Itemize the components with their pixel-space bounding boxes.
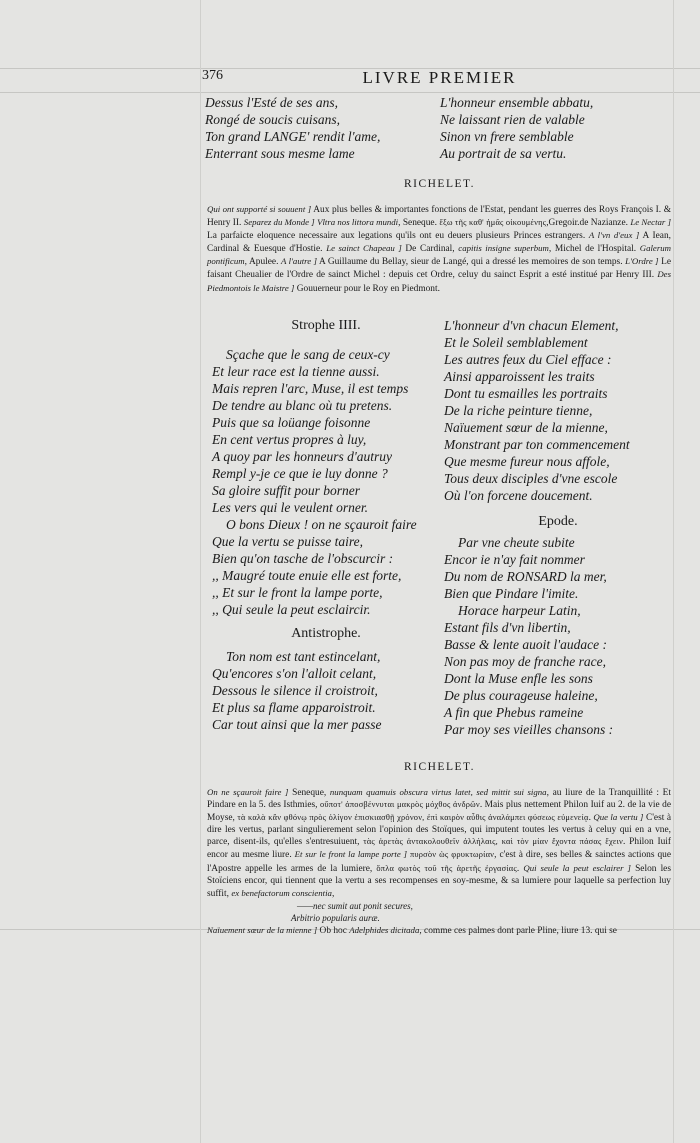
ruling-line [200, 0, 201, 1143]
verse-line: A quoy par les honneurs d'autruy [212, 449, 393, 464]
verse-line: L'honneur ensemble abbatu, [440, 95, 594, 110]
verse-line: Tous deux disciples d'vne escole [444, 471, 618, 486]
verse-line: Et le Soleil semblablement [444, 335, 588, 350]
greek-quote: τὰς ἀρετὰς ἀντακολουθεῖν ἀλλήλαις, καὶ τὸν μίαν ἔχοντα πάσας ἔχειν [363, 837, 624, 847]
ruling-line [0, 92, 700, 93]
commentary-run: , comme ces palmes dont parle Pline, liure 13. qui se [419, 926, 617, 937]
lemma-text: Vltra nos littora mundi [317, 217, 399, 228]
commentary-text [207, 924, 671, 937]
commentary-run: De Cardinal, [401, 244, 459, 255]
page-header [202, 68, 677, 88]
greek-quote: ἔξω τῆς καθ' ἡμᾶς οἰκουμένης [439, 218, 547, 228]
verse-line: Et leur race est la tienne aussi. [212, 364, 380, 379]
lemma-text: Que la vertu ] [593, 812, 644, 823]
verse-line: O bons Dieux ! on ne sçauroit faire [226, 517, 417, 532]
verse-line: Bien qu'on tasche de l'obscurcir : [212, 551, 394, 566]
lemma-text: Le Nectar ] [630, 217, 671, 228]
ruling-line [673, 0, 674, 1143]
verse-line: En cent vertus propres à luy, [212, 432, 367, 447]
commentary-run: Aux plus belles & importantes fonctions de l'Estat, pendant les guerres des Roys François I. & Henry II. [207, 205, 671, 229]
running-title: LIVRE PREMIER [362, 68, 517, 87]
commentary-run: A Iean, Cardinal & Euesque d'Hostie. [207, 231, 671, 255]
lemma-text: Et sur le front la lampe porte ] [294, 849, 407, 860]
commentary-run: Le faisant Cheualier de l'Ordre de sainct Michel : depuis cet Ordre, celuy du sainct Esprit a esté institué par Henry III. [207, 257, 671, 281]
verse-line: Que la vertu se puisse taire, [212, 534, 363, 549]
verse-line: Où l'on forcene doucement. [444, 488, 593, 503]
commentary-title: RICHELET. [403, 761, 476, 773]
commentary-run: , Seneque. [398, 218, 440, 229]
verse-line: Rempl y-je ce que ie luy donne ? [212, 466, 388, 481]
greek-quote: οὔποτ' ἀποσβέννυται μακρὸς μόχθος ἀνδρῶν [320, 800, 480, 810]
commentary-run: Seneque, [288, 788, 330, 798]
commentary-run: , c'est à dire, ses belles & sainctes actions que l'Apostre appelle les armes de la lumiere, [207, 850, 672, 874]
commentary-run: . [588, 813, 594, 824]
lemma-text: Des Piedmontois le Maistre ] [207, 269, 671, 293]
commentary-run: . Mais plus nettement Philon Iuif au 2. de la vie de Moyse, [207, 800, 671, 824]
strophe-heading: Strophe IIII. [291, 318, 361, 333]
verse-line: Ton grand LANGE' rendit l'ame, [205, 129, 381, 144]
lemma-text: L'Ordre ] [625, 256, 659, 267]
greek-quote: ὅπλα φωτὸς τοῦ τῆς ἀρετῆς ἐργασίας [376, 863, 517, 873]
commentary-run: Selon les Stoïciens encor, qui tiennent que la vertu a ses recompenses en soy-mesme, & sa lumiere pour laquelle sa perfection luy suffit, [207, 863, 671, 899]
commentary-run: A Guillaume du Bellay, sieur de Langé, qui a dressé les memoires de son temps. [317, 257, 626, 268]
verse-line: Naïuement sœur de la mienne, [444, 420, 608, 435]
lemma-text: ex benefactorum conscientia [231, 887, 332, 898]
lemma-text: A l'autre ] [280, 256, 318, 267]
lemma-text: A l'vn d'eux ] [588, 230, 640, 241]
verse-line: ,, Maugré toute enuie elle est forte, [212, 568, 402, 583]
commentary-run: . [516, 863, 524, 874]
verse-line: Enterrant sous mesme lame [205, 146, 355, 161]
verse-line: De tendre au blanc où tu pretens. [212, 398, 393, 413]
verse-line: Monstrant par ton commencement [444, 437, 630, 452]
commentary-run: , au liure de la Tranquillité : Et Pindare en la 5. des Isthmies, [207, 788, 672, 811]
greek-quote: τὰ καλὰ κἂν φθόνῳ πρὸς ὀλίγον ἐπισκιασθῇ χρόνον, ἐπὶ καιρὸν αὖθις ἀναλάμπει φύσεως εὐμενείᾳ [237, 813, 589, 823]
commentary-text [207, 786, 671, 900]
quote-line: Arbitrio popularis auræ. [291, 912, 380, 923]
verse-line: Du nom de RONSARD la mer, [444, 569, 607, 584]
verse-line: Au portrait de sa vertu. [440, 146, 567, 161]
verse-line: De plus courageuse haleine, [444, 688, 598, 703]
verse-line: Dont tu esmailles les portraits [444, 386, 608, 401]
top-verse-right [440, 94, 670, 162]
verse-line: Ainsi apparoissent les traits [444, 369, 595, 384]
lemma-text: Adelphides dicitada [349, 925, 420, 936]
strophe-column [212, 318, 440, 733]
verse-line: Car tout ainsi que la mer passe [212, 717, 382, 732]
verse-line: ,, Et sur le front la lampe porte, [212, 585, 383, 600]
verse-line: Que mesme fureur nous affole, [444, 454, 610, 469]
verse-line: Sa gloire suffit pour borner [212, 483, 361, 498]
verse-line: Non pas moy de franche race, [444, 654, 606, 669]
commentary-title: RICHELET. [403, 178, 476, 190]
verse-line: Dessous le silence il croistroit, [212, 683, 378, 698]
verse-line: Les vers qui le veulent orner. [212, 500, 368, 515]
verse-line: A fin que Phebus rameine [444, 705, 584, 720]
verse-line: Par vne cheute subite [458, 535, 575, 550]
verse-line: L'honneur d'vn chacun Element, [444, 318, 619, 333]
commentary-run: Gouuerneur pour le Roy en Piedmont. [294, 283, 440, 294]
lemma-text: Galerum pontificum [207, 243, 671, 267]
right-verse-column [444, 317, 672, 738]
lemma-text: Naïuement sœur de la mienne ] [207, 925, 318, 936]
commentary-run: , Michel de l'Hospital. [548, 244, 640, 255]
lemma-text: capitis insigne superbum [458, 243, 549, 254]
epode-heading: Epode. [538, 514, 578, 529]
verse-line: Dessus l'Esté de ses ans, [205, 95, 339, 110]
top-verse-left [205, 94, 435, 162]
verse-line: Les autres feux du Ciel efface : [444, 352, 612, 367]
commentary-run: , [331, 888, 335, 899]
antistrophe-heading: Antistrophe. [291, 626, 361, 641]
verse-line: Basse & lente auoit l'audace : [444, 637, 607, 652]
verse-line: Sçache que le sang de ceux-cy [226, 347, 390, 362]
commentary-run: , Apulee. [244, 257, 281, 268]
verse-line: Estant fils d'vn libertin, [444, 620, 571, 635]
lemma-text: nunquam quamuis obscura virtus latet, sed mittit sui signa [329, 787, 547, 797]
verse-line: Qu'encores s'on l'alloit celant, [212, 666, 377, 681]
commentary-run: Ob hoc [317, 926, 350, 937]
greek-quote: πυρσὸν ὡς φρυκτωρίαν [409, 850, 495, 860]
commentary-block [207, 786, 671, 937]
commentary-run: ,Gregoir.de Nazianze. [546, 218, 631, 229]
verse-line: Encor ie n'ay fait nommer [444, 552, 585, 567]
verse-line: Ne laissant rien de valable [440, 112, 585, 127]
verse-line: Horace harpeur Latin, [458, 603, 581, 618]
verse-line: Bien que Pindare l'imite. [444, 586, 579, 601]
lemma-text: On ne sçauroit faire ] [207, 787, 289, 797]
verse-line: Par moy ses vieilles chansons : [444, 722, 614, 737]
verse-line: Mais repren l'arc, Muse, il est temps [212, 381, 409, 396]
lemma-text: Qui ont supporté si souuent ] [207, 204, 312, 214]
verse-line: Puis que sa loüange foisonne [212, 415, 371, 430]
verse-line: De la riche peinture tienne, [444, 403, 593, 418]
commentary-block [207, 203, 671, 295]
lemma-text: Qui seule la peut esclairer ] [523, 862, 631, 873]
commentary-run: C'est à dire les vertus, parlant singulierement selon l'opinion des Stoïques, qui imputent toutes les vertus à celuy qui en a vne, parce, disent-ils, qu'elles s'entresuiuent, [207, 813, 671, 848]
commentary-run: La parfaicte eloquence necessaire aux legations qu'ils ont eu deuers plusieurs Princes estrangers. [207, 231, 589, 242]
verse-line: Rongé de soucis cuisans, [205, 112, 340, 127]
commentary-text [207, 203, 671, 295]
page-number: 376 [202, 68, 223, 83]
verse-line: ,, Qui seule la peut esclaircir. [212, 602, 371, 617]
verse-line: Et plus sa flame apparoistroit. [212, 700, 376, 715]
verse-line: Sinon vn frere semblable [440, 129, 574, 144]
verse-line: Ton nom est tant estincelant, [226, 649, 381, 664]
quote-line: ——nec sumit aut ponit secures, [297, 900, 413, 911]
commentary-run: . Philon Iuif encor au mesme liure. [207, 837, 671, 861]
lemma-text: Separez du Monde ] [243, 217, 315, 228]
lemma-text: Le sainct Chapeau ] [326, 243, 402, 254]
verse-line: Dont la Muse enfle les sons [444, 671, 593, 686]
